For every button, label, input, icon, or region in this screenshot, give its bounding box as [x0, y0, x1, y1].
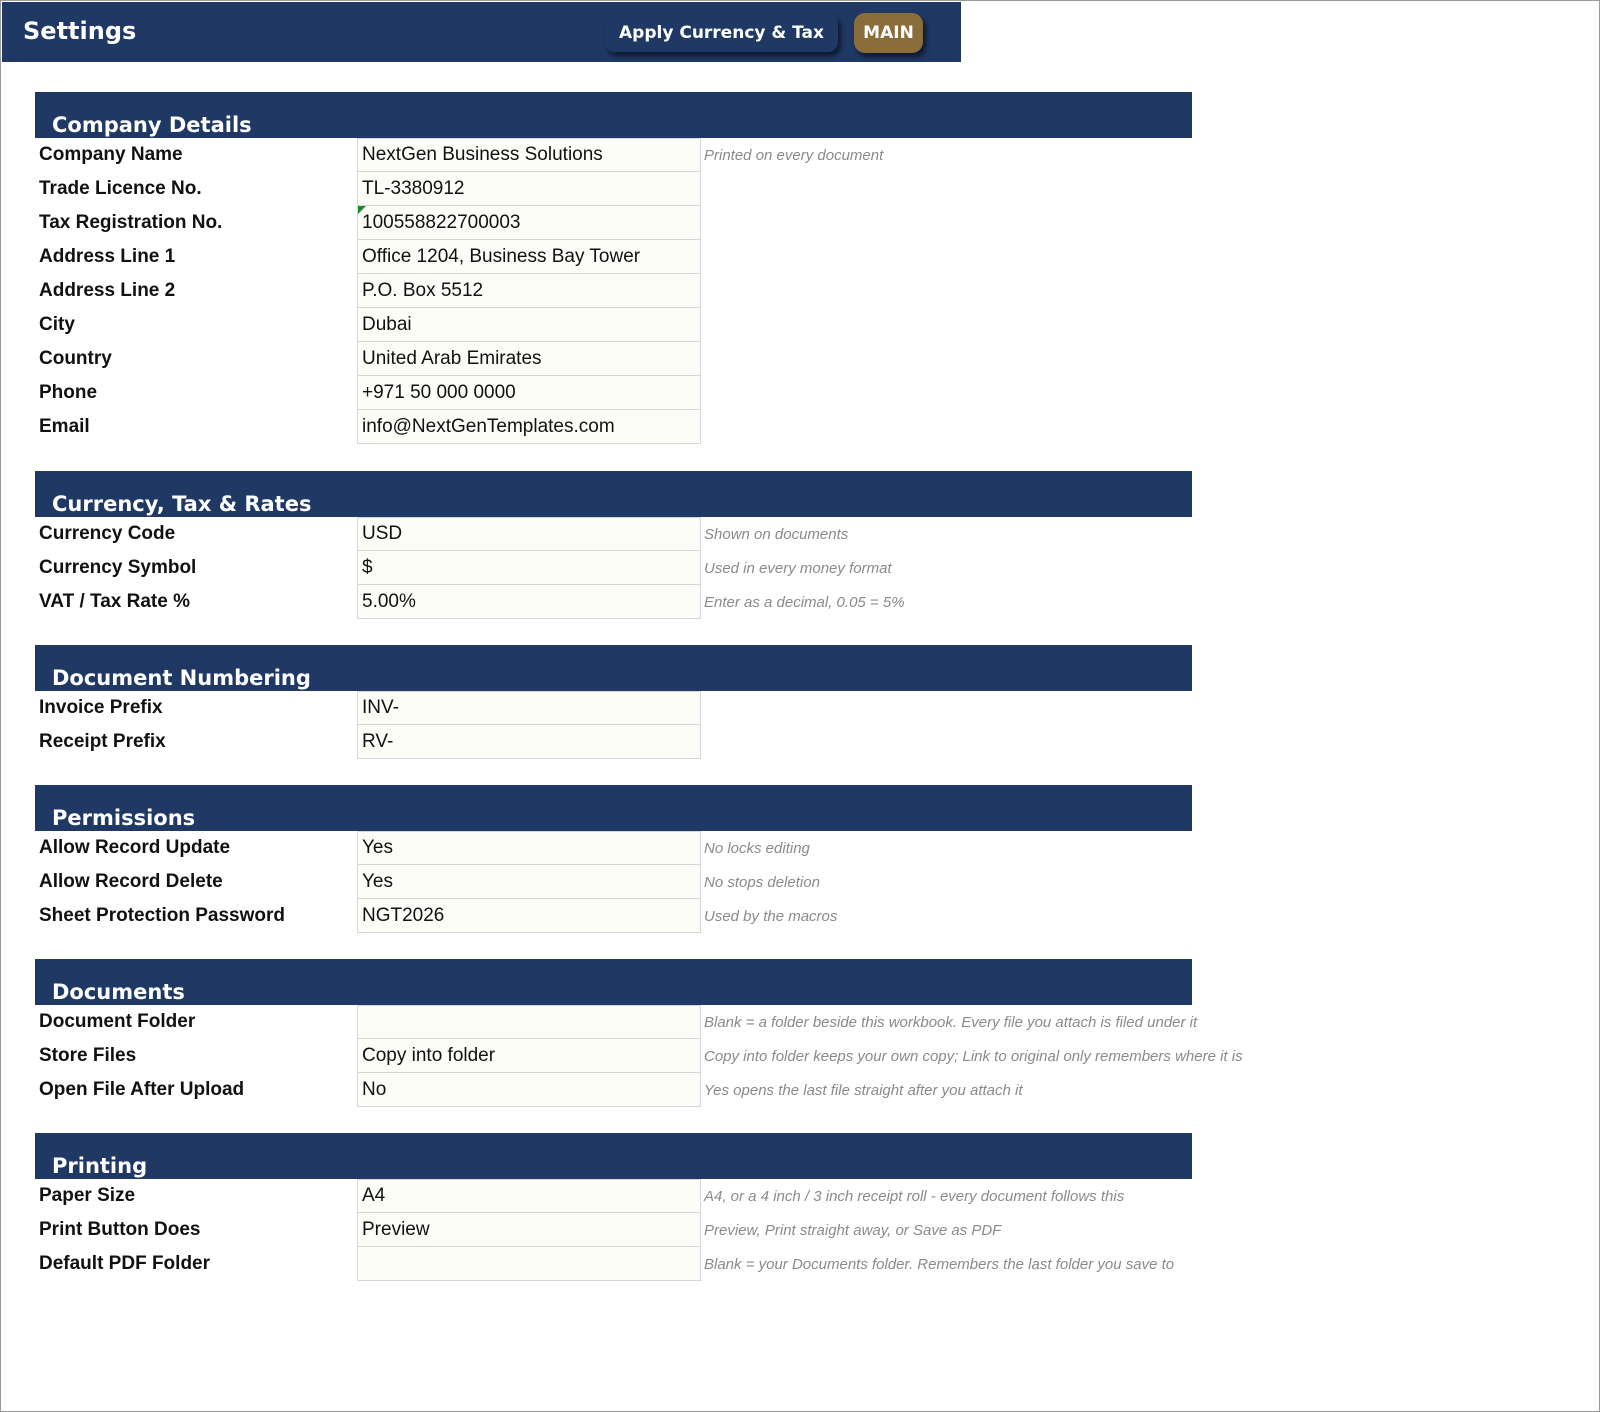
currency-code-field[interactable]: USD — [357, 517, 701, 551]
open-file-after-upload-field[interactable]: No — [357, 1073, 701, 1107]
row-company-name — [35, 138, 1192, 172]
document-folder-field[interactable] — [357, 1005, 701, 1039]
row-sheet-protection-password — [35, 899, 1192, 933]
section-title: Currency, Tax & Rates — [52, 492, 312, 516]
row-label: Allow Record Update — [39, 837, 231, 858]
paper-size-field[interactable]: A4 — [357, 1179, 701, 1213]
row-note: No stops deletion — [704, 873, 820, 891]
main-button[interactable]: MAIN — [854, 13, 923, 53]
allow-record-update-field[interactable]: Yes — [357, 831, 701, 865]
row-label: Address Line 1 — [39, 246, 176, 267]
row-phone — [35, 376, 1192, 410]
row-label: Phone — [39, 382, 98, 403]
section-header — [35, 959, 1192, 1005]
sheet-protection-password-field[interactable]: NGT2026 — [357, 899, 701, 933]
row-paper-size — [35, 1179, 1192, 1213]
allow-record-delete-field[interactable]: Yes — [357, 865, 701, 899]
row-receipt-prefix — [35, 725, 1192, 759]
row-label: Document Folder — [39, 1011, 196, 1032]
row-store-files — [35, 1039, 1243, 1073]
store-files-field[interactable]: Copy into folder — [357, 1039, 701, 1073]
section-company-details — [35, 92, 1192, 444]
section-header — [35, 785, 1192, 831]
row-label: Store Files — [39, 1045, 137, 1066]
row-invoice-prefix — [35, 691, 1192, 725]
row-note: Used by the macros — [704, 907, 838, 925]
tax-registration-value: 100558822700003 — [362, 211, 521, 233]
row-note: Blank = a folder beside this workbook. Every file you attach is filed under it — [704, 1013, 1198, 1031]
row-vat-rate — [35, 585, 1192, 619]
row-country — [35, 342, 1192, 376]
section-printing — [35, 1133, 1192, 1281]
row-label: Currency Code — [39, 523, 176, 544]
row-label: VAT / Tax Rate % — [39, 591, 190, 612]
address-line-1-field[interactable]: Office 1204, Business Bay Tower — [357, 240, 701, 274]
row-currency-symbol — [35, 551, 1192, 585]
row-label: City — [39, 314, 75, 335]
row-label: Open File After Upload — [39, 1079, 245, 1100]
section-permissions — [35, 785, 1192, 933]
row-trade-licence — [35, 172, 1192, 206]
row-label: Country — [39, 348, 112, 369]
section-title: Documents — [52, 980, 185, 1004]
section-header — [35, 92, 1192, 138]
row-note: Enter as a decimal, 0.05 = 5% — [704, 593, 905, 611]
address-line-2-field[interactable]: P.O. Box 5512 — [357, 274, 701, 308]
print-button-does-field[interactable]: Preview — [357, 1213, 701, 1247]
error-indicator-icon — [358, 206, 366, 214]
section-documents — [35, 959, 1243, 1107]
currency-symbol-field[interactable]: $ — [357, 551, 701, 585]
row-label: Email — [39, 416, 90, 437]
row-open-file-after-upload — [35, 1073, 1192, 1107]
row-allow-record-delete — [35, 865, 1192, 899]
row-label: Invoice Prefix — [39, 697, 163, 718]
row-note: No locks editing — [704, 839, 810, 857]
row-document-folder — [35, 1005, 1198, 1039]
page-title: Settings — [23, 17, 137, 45]
row-allow-record-update — [35, 831, 1192, 865]
row-label: Currency Symbol — [39, 557, 197, 578]
section-header — [35, 471, 1192, 517]
section-header — [35, 645, 1192, 691]
row-default-pdf-folder — [35, 1247, 1192, 1281]
row-note: Printed on every document — [704, 146, 884, 164]
row-label: Address Line 2 — [39, 280, 176, 301]
row-label: Default PDF Folder — [39, 1253, 211, 1274]
tax-registration-field[interactable] — [357, 206, 701, 240]
section-header — [35, 1133, 1192, 1179]
row-note: Used in every money format — [704, 559, 892, 577]
section-document-numbering — [35, 645, 1192, 759]
section-title: Printing — [52, 1154, 148, 1178]
phone-field[interactable]: +971 50 000 0000 — [357, 376, 701, 410]
invoice-prefix-field[interactable]: INV- — [357, 691, 701, 725]
section-currency-tax — [35, 471, 1192, 619]
top-bar — [2, 2, 961, 62]
email-field[interactable]: info@NextGenTemplates.com — [357, 410, 701, 444]
company-name-field[interactable]: NextGen Business Solutions — [357, 138, 701, 172]
receipt-prefix-field[interactable]: RV- — [357, 725, 701, 759]
row-address-line-2 — [35, 274, 1192, 308]
row-label: Print Button Does — [39, 1219, 201, 1240]
section-title: Company Details — [52, 113, 252, 137]
row-label: Sheet Protection Password — [39, 905, 286, 926]
default-pdf-folder-field[interactable] — [357, 1247, 701, 1281]
row-note: Yes opens the last file straight after you attach it — [704, 1081, 1023, 1099]
row-note: Shown on documents — [704, 525, 849, 543]
city-field[interactable]: Dubai — [357, 308, 701, 342]
row-label: Paper Size — [39, 1185, 136, 1206]
row-print-button-does — [35, 1213, 1192, 1247]
row-label: Receipt Prefix — [39, 731, 166, 752]
row-label: Allow Record Delete — [39, 871, 223, 892]
row-tax-registration — [35, 206, 1192, 240]
row-note: Blank = your Documents folder. Remembers the last folder you save to — [704, 1255, 1175, 1273]
section-title: Document Numbering — [52, 666, 311, 690]
section-title: Permissions — [52, 806, 196, 830]
row-note: Copy into folder keeps your own copy; Link to original only remembers where it is — [704, 1047, 1243, 1065]
apply-currency-tax-button[interactable]: Apply Currency & Tax — [605, 14, 838, 52]
vat-rate-field[interactable]: 5.00% — [357, 585, 701, 619]
trade-licence-field[interactable]: TL-3380912 — [357, 172, 701, 206]
row-label: Trade Licence No. — [39, 178, 202, 199]
row-city — [35, 308, 1192, 342]
row-email — [35, 410, 1192, 444]
row-note: A4, or a 4 inch / 3 inch receipt roll - every document follows this — [704, 1187, 1125, 1205]
row-address-line-1 — [35, 240, 1192, 274]
row-note: Preview, Print straight away, or Save as PDF — [704, 1221, 1002, 1239]
row-label: Company Name — [39, 144, 183, 165]
row-currency-code — [35, 517, 1192, 551]
country-field[interactable]: United Arab Emirates — [357, 342, 701, 376]
row-label: Tax Registration No. — [39, 212, 223, 233]
